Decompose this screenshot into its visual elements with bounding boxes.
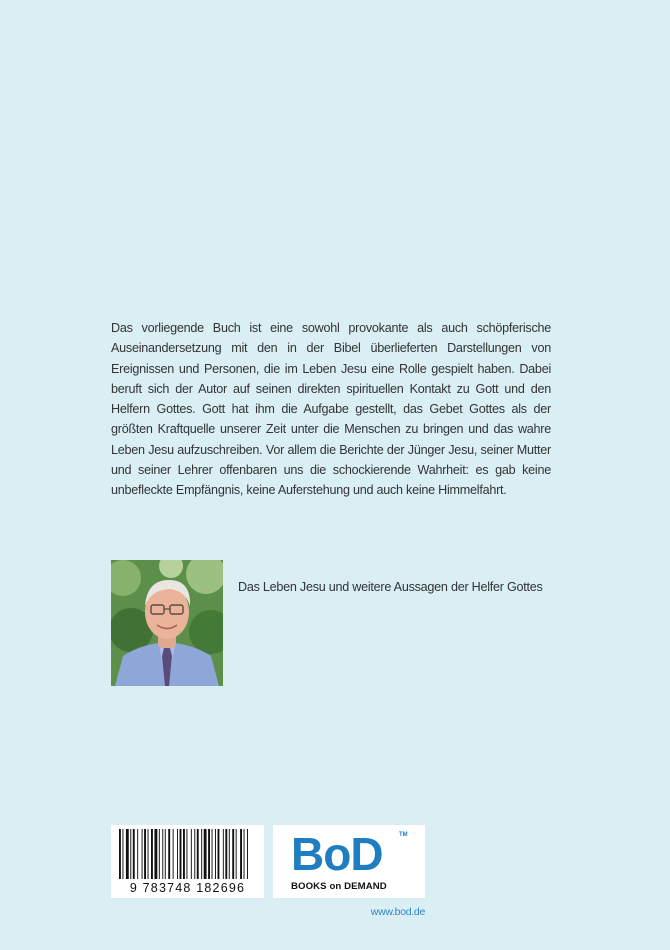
isbn-digits: 9 783748 182696 bbox=[129, 881, 246, 895]
bod-logo-mark: BoD bbox=[291, 828, 383, 880]
book-title-line: Das Leben Jesu und weitere Aussagen der Helfer Gottes bbox=[238, 580, 543, 594]
publisher-url[interactable]: www.bod.de bbox=[370, 906, 425, 918]
isbn-barcode bbox=[111, 825, 264, 898]
author-photo bbox=[111, 560, 223, 686]
trademark-symbol: TM bbox=[399, 832, 408, 838]
book-blurb: Das vorliegende Buch ist eine sowohl provokante als auch schöpferische Auseinandersetzung mit den in der Bibel überlieferten Darstellungen von Ereignissen und Personen, die im Leben Jesu eine Rolle gespielt haben. Dabei beruft sich der Autor auf seinen direkten spirituellen Kontakt zu Gott und den Helfern Gottes. Gott hat ihm die Aufgabe gestellt, das Gebet Gottes als der größten Kraftquelle unserer Zeit unter die Menschen zu bringen und das wahre Leben Jesu aufzuschreiben. Vor allem die Berichte der Jünger Jesu, seiner Mutter und seiner Lehrer offenbaren uns die schockierende Wahrheit: es gab keine unbefleckte Empfängnis, keine Auferstehung und auch keine Himmelfahrt. bbox=[111, 321, 551, 498]
author-portrait-illustration bbox=[111, 560, 223, 686]
barcode-bars bbox=[111, 825, 264, 883]
publisher-logo bbox=[273, 825, 425, 898]
publisher-tagline: BOOKS on DEMAND bbox=[291, 881, 387, 892]
